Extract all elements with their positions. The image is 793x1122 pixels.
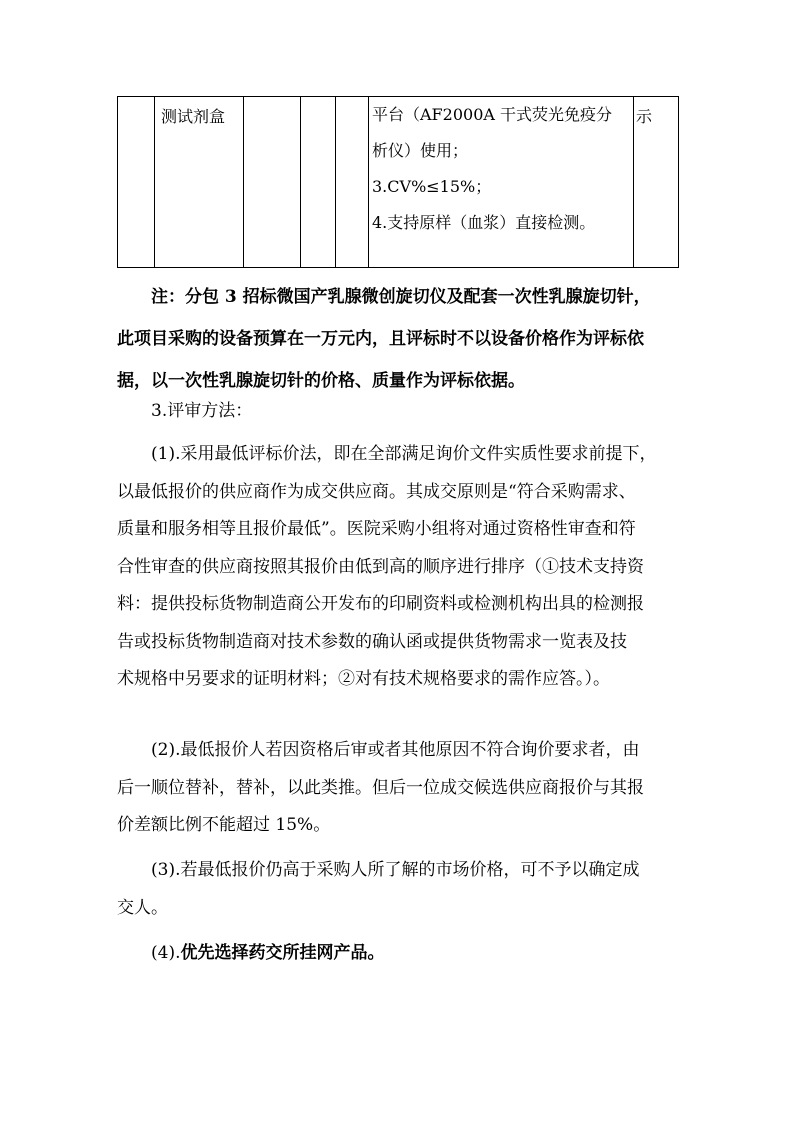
paragraph-2 <box>117 732 677 845</box>
table-row <box>118 97 679 268</box>
requirement-line: 析仪）使用； <box>372 141 469 160</box>
paragraph-line: 交人。 <box>117 897 168 918</box>
paragraph-line: (3).若最低报价仍高于采购人所了解的市场价格，可不予以确定成 <box>151 860 640 880</box>
requirement-list <box>369 97 633 251</box>
table-cell-empty <box>244 97 301 268</box>
table-cell-item-name <box>155 97 244 268</box>
note-line: 此项目采购的设备预算在一万元内，且评标时不以设备价格作为评标依 <box>117 329 644 349</box>
paragraph-line: (1).采用最低评标价法，即在全部满足询价文件实质性要求前提下， <box>151 444 657 464</box>
paragraph-line: 后一顺位替补，替补，以此类推。但后一位成交候选供应商报价与其报 <box>117 777 644 798</box>
paragraph-line: 质量和服务相等且报价最低”。医院采购小组将对通过资格性审查和符 <box>117 519 636 539</box>
paragraph-line: 料：提供投标货物制造商公开发布的印刷资料或检测机构出具的检测报 <box>117 594 644 614</box>
table-cell-remark <box>634 97 679 268</box>
table-cell-index <box>118 97 155 268</box>
remark-text: 示 <box>636 107 653 126</box>
paragraph-line: 合性审查的供应商按照其报价由低到高的顺序进行排序（①技术支持资 <box>117 556 644 577</box>
paragraph-line: 告或投标货物制造商对技术参数的确认函或提供货物需求一览表及技 <box>117 631 627 652</box>
paragraph-4-prefix: (4). <box>151 943 181 963</box>
requirement-line: 3.CV%≤15%； <box>372 177 492 196</box>
table-cell-requirements <box>369 97 634 268</box>
spec-table-fragment <box>117 96 679 268</box>
paragraph-line: (2).最低报价人若因资格后审或者其他原因不符合询价要求者，由 <box>151 740 640 760</box>
paragraph-line: 价差额比例不能超过 15%。 <box>117 815 331 835</box>
paragraph-line: 术规格中另要求的证明材料；②对有技术规格要求的需作应答。）。 <box>117 669 610 689</box>
section-heading <box>117 393 677 431</box>
paragraph-3 <box>117 852 677 927</box>
paragraph-line <box>117 935 677 973</box>
requirement-line: 平台（AF2000A 干式荧光免疫分 <box>372 105 613 124</box>
table-cell-empty <box>301 97 336 268</box>
paragraph-line: 以最低报价的供应商作为成交供应商。其成交原则是“符合采购需求、 <box>117 481 636 502</box>
note-line: 据，以一次性乳腺旋切针的价格、质量作为评标依据。 <box>117 371 525 391</box>
item-name: 测试剂盒 <box>161 107 226 126</box>
paragraph-4-bold-text: 优先选择药交所挂网产品。 <box>180 943 385 963</box>
section-heading-text: 3.评审方法： <box>151 401 253 421</box>
note-paragraph <box>117 276 677 402</box>
paragraph-4 <box>117 935 677 973</box>
table-cell-empty <box>336 97 369 268</box>
note-line: 注：分包 3 招标微国产乳腺微创旋切仪及配套一次性乳腺旋切针， <box>151 287 651 307</box>
paragraph-1 <box>117 436 677 699</box>
requirement-line: 4.支持原样（血浆）直接检测。 <box>372 213 596 232</box>
